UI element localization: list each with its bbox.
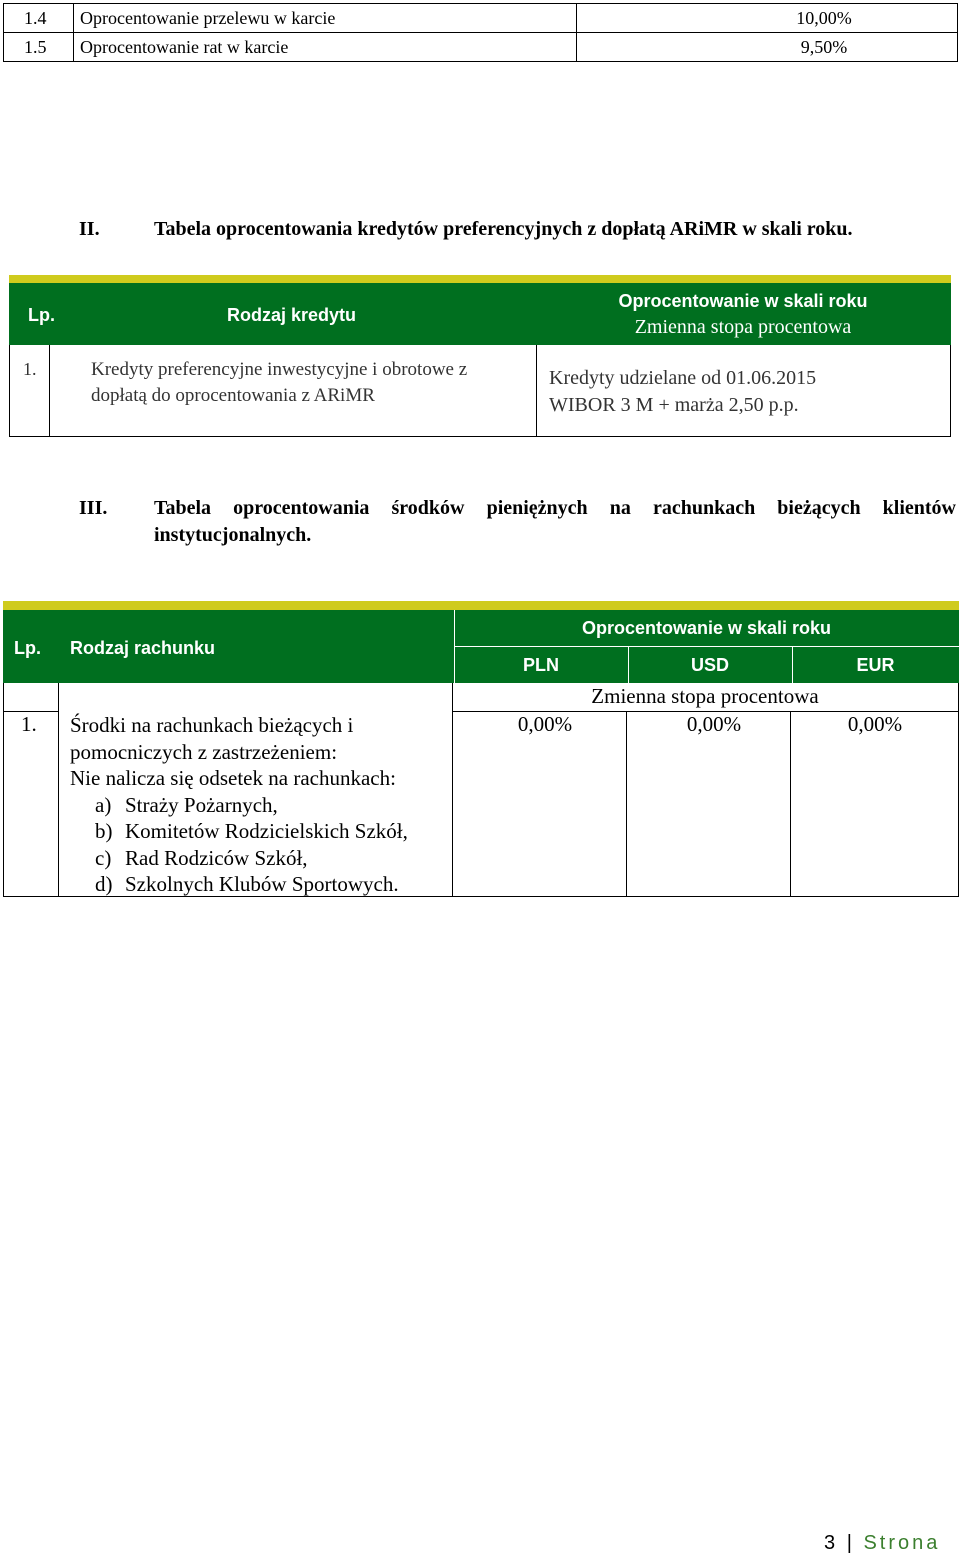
row-number: 1.5 bbox=[4, 33, 74, 62]
header-account-type: Rodzaj rachunku bbox=[70, 638, 216, 658]
table-row bbox=[4, 4, 958, 33]
table-header bbox=[9, 283, 951, 345]
row-label: Oprocentowanie rat w karcie bbox=[74, 33, 577, 62]
list-item-text: Straży Pożarnych, bbox=[125, 792, 278, 817]
table-row bbox=[4, 33, 958, 62]
list-item bbox=[70, 818, 450, 845]
divider bbox=[58, 683, 59, 896]
header-lp: Lp. bbox=[28, 305, 55, 325]
page-label: Strona bbox=[863, 1532, 941, 1554]
list-item-text: Komitetów Rodzicielskich Szkół, bbox=[125, 819, 408, 843]
rate-pln: 0,00% bbox=[517, 712, 573, 736]
row-number: 1. bbox=[23, 359, 37, 379]
list-marker: d) bbox=[95, 872, 113, 896]
divider bbox=[626, 712, 627, 896]
section-title: Tabela oprocentowania kredytów preferencyjnych z dopłatą ARiMR w skali roku. bbox=[154, 218, 853, 240]
header-rate-subtitle: Zmienna stopa procentowa bbox=[634, 316, 852, 338]
row-value: 9,50% bbox=[577, 33, 958, 62]
account-description bbox=[70, 712, 450, 898]
divider bbox=[454, 646, 959, 647]
header-lp: Lp. bbox=[14, 638, 41, 658]
section-title: Tabela oprocentowania środków pieniężnych na rachunkach bieżących klientów instytucjonalnych. bbox=[154, 497, 956, 546]
rate-line-2: WIBOR 3 M + marża 2,50 p.p. bbox=[549, 394, 799, 416]
section-number: III. bbox=[79, 497, 108, 519]
list-item bbox=[70, 792, 450, 819]
currency-usd: USD bbox=[690, 655, 729, 675]
page-footer bbox=[824, 1532, 940, 1555]
list-item bbox=[70, 871, 450, 898]
description-line: Środki na rachunkach bieżących i bbox=[70, 713, 354, 737]
header-rate-title: Oprocentowanie w skali roku bbox=[581, 618, 832, 638]
header-credit-type: Rodzaj kredytu bbox=[227, 305, 357, 325]
rate-subtitle: Zmienna stopa procentowa bbox=[591, 684, 819, 708]
table-row bbox=[9, 345, 951, 437]
description-line: Nie nalicza się odsetek na rachunkach: bbox=[70, 766, 396, 790]
page-number: 3 bbox=[824, 1532, 839, 1554]
divider bbox=[536, 345, 537, 436]
accent-band bbox=[3, 601, 959, 610]
list-item-text: Szkolnych Klubów Sportowych. bbox=[125, 872, 399, 896]
section-heading-ii bbox=[0, 216, 960, 272]
accent-band bbox=[9, 275, 951, 283]
list-marker: b) bbox=[95, 819, 113, 843]
rate-line-1: Kredyty udzielane od 01.06.2015 bbox=[549, 367, 817, 389]
row-label: Oprocentowanie przelewu w karcie bbox=[74, 4, 577, 33]
description-line: pomocniczych z zastrzeżeniem: bbox=[70, 739, 338, 764]
section-heading-iii bbox=[0, 495, 960, 551]
currency-pln: PLN bbox=[523, 655, 559, 675]
header-rate-title: Oprocentowanie w skali roku bbox=[618, 291, 868, 311]
list-marker: a) bbox=[95, 792, 112, 817]
section-number: II. bbox=[79, 218, 100, 240]
rate-usd: 0,00% bbox=[686, 712, 742, 736]
footer-separator: | bbox=[846, 1532, 855, 1554]
rate-eur: 0,00% bbox=[847, 712, 903, 736]
list-marker: c) bbox=[95, 845, 112, 870]
list-item bbox=[70, 845, 450, 872]
table-row bbox=[3, 683, 959, 897]
divider bbox=[790, 712, 791, 896]
list-item-text: Rad Rodziców Szkół, bbox=[125, 845, 308, 870]
credit-type: Kredyty preferencyjne inwestycyjne i obrotowe z dopłatą do oprocentowania z ARiMR bbox=[91, 359, 468, 406]
table-header bbox=[3, 610, 959, 683]
interest-table-cards bbox=[3, 3, 958, 62]
row-number: 1. bbox=[21, 712, 37, 736]
divider bbox=[49, 345, 50, 436]
row-value: 10,00% bbox=[577, 4, 958, 33]
currency-eur: EUR bbox=[856, 655, 895, 675]
row-number: 1.4 bbox=[4, 4, 74, 33]
